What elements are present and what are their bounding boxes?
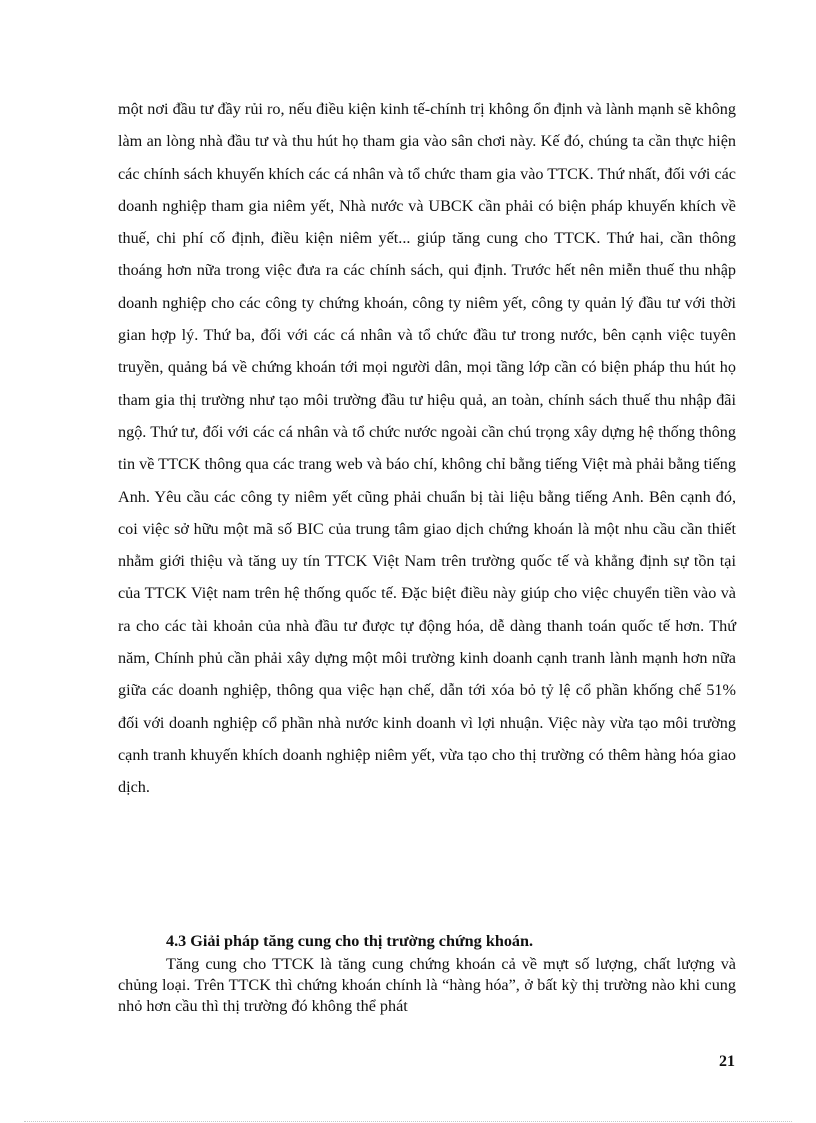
page-number: 21 [719,1053,735,1070]
section-heading: 4.3 Giải pháp tăng cung cho thị trường chứng khoán. [166,932,534,950]
body-paragraph: một nơi đầu tư đầy rủi ro, nếu điều kiện kinh tế-chính trị không ổn định và lành mạnh sẽ không làm an lòng nhà đầu tư và thu hút họ tham gia vào sân chơi này. Kế đó, chúng ta cần thực hiện các chính sách khuyến khích các cá nhân và tổ chức tham gia vào TTCK. Thứ nhất, đối với các doanh nghiệp tham gia niêm yết, Nhà nước và UBCK cần phải có biện pháp khuyến khích về thuế, chi phí cố định, điều kiện niêm yết... giúp tăng cung cho TTCK. Thứ hai, cần thông thoáng hơn nữa trong việc đưa ra các chính sách, qui định. Trước hết nên miễn thuế thu nhập doanh nghiệp cho các công ty chứng khoán, công ty niêm yết, công ty quản lý đầu tư với thời gian hợp lý. Thứ ba, đối với các cá nhân và tổ chức đầu tư trong nước, bên cạnh việc tuyên truyền, quảng bá về chứng khoán tới mọi người dân, mọi tầng lớp cần có biện pháp thu hút họ tham gia thị trường như tạo môi trường đầu tư hiệu quả, an toàn, chính sách thuế thu nhập đãi ngộ. Thứ tư, đối với các cá nhân và tổ chức nước ngoài cần chú trọng xây dựng hệ thống thông tin về TTCK thông qua các trang web và báo chí, không chỉ bằng tiếng Việt mà phải bằng tiếng Anh. Yêu cầu các công ty niêm yết cũng phải chuẩn bị tài liệu bằng tiếng Anh. Bên cạnh đó, coi việc sở hữu một mã số BIC của trung tâm giao dịch chứng khoán là một nhu cầu cần thiết nhằm giới thiệu và tăng uy tín TTCK Việt Nam trên trường quốc tế và khẳng định sự tồn tại của TTCK Việt nam trên hệ thống quốc tế. Đặc biệt điều này giúp cho việc chuyển tiền vào và ra cho các tài khoản của nhà đầu tư được tự động hóa, dễ dàng thanh toán quốc tế hơn. Thứ năm, Chính phủ cần phải xây dựng một môi trường kinh doanh cạnh tranh lành mạnh hơn nữa giữa các doanh nghiệp, thông qua việc hạn chế, dẫn tới xóa bỏ tỷ lệ cổ phần khống chế 51% đối với doanh nghiệp cổ phần nhà nước kinh doanh vì lợi nhuận. Việc này vừa tạo môi trường cạnh tranh khuyến khích doanh nghiệp niêm yết, vừa tạo cho thị trường có thêm hàng hóa giao dịch. [118,100,736,797]
section-paragraph: Tăng cung cho TTCK là tăng cung chứng khoán cả về mựt số lượng, chất lượng và chủng loại. Trên TTCK thì chứng khoán chính là “hàng hóa”, ở bất kỳ thị trường nào khi cung nhỏ hơn cầu thì thị trường đó không thể phát [118,955,736,1015]
page-bottom-divider [24,1121,792,1122]
